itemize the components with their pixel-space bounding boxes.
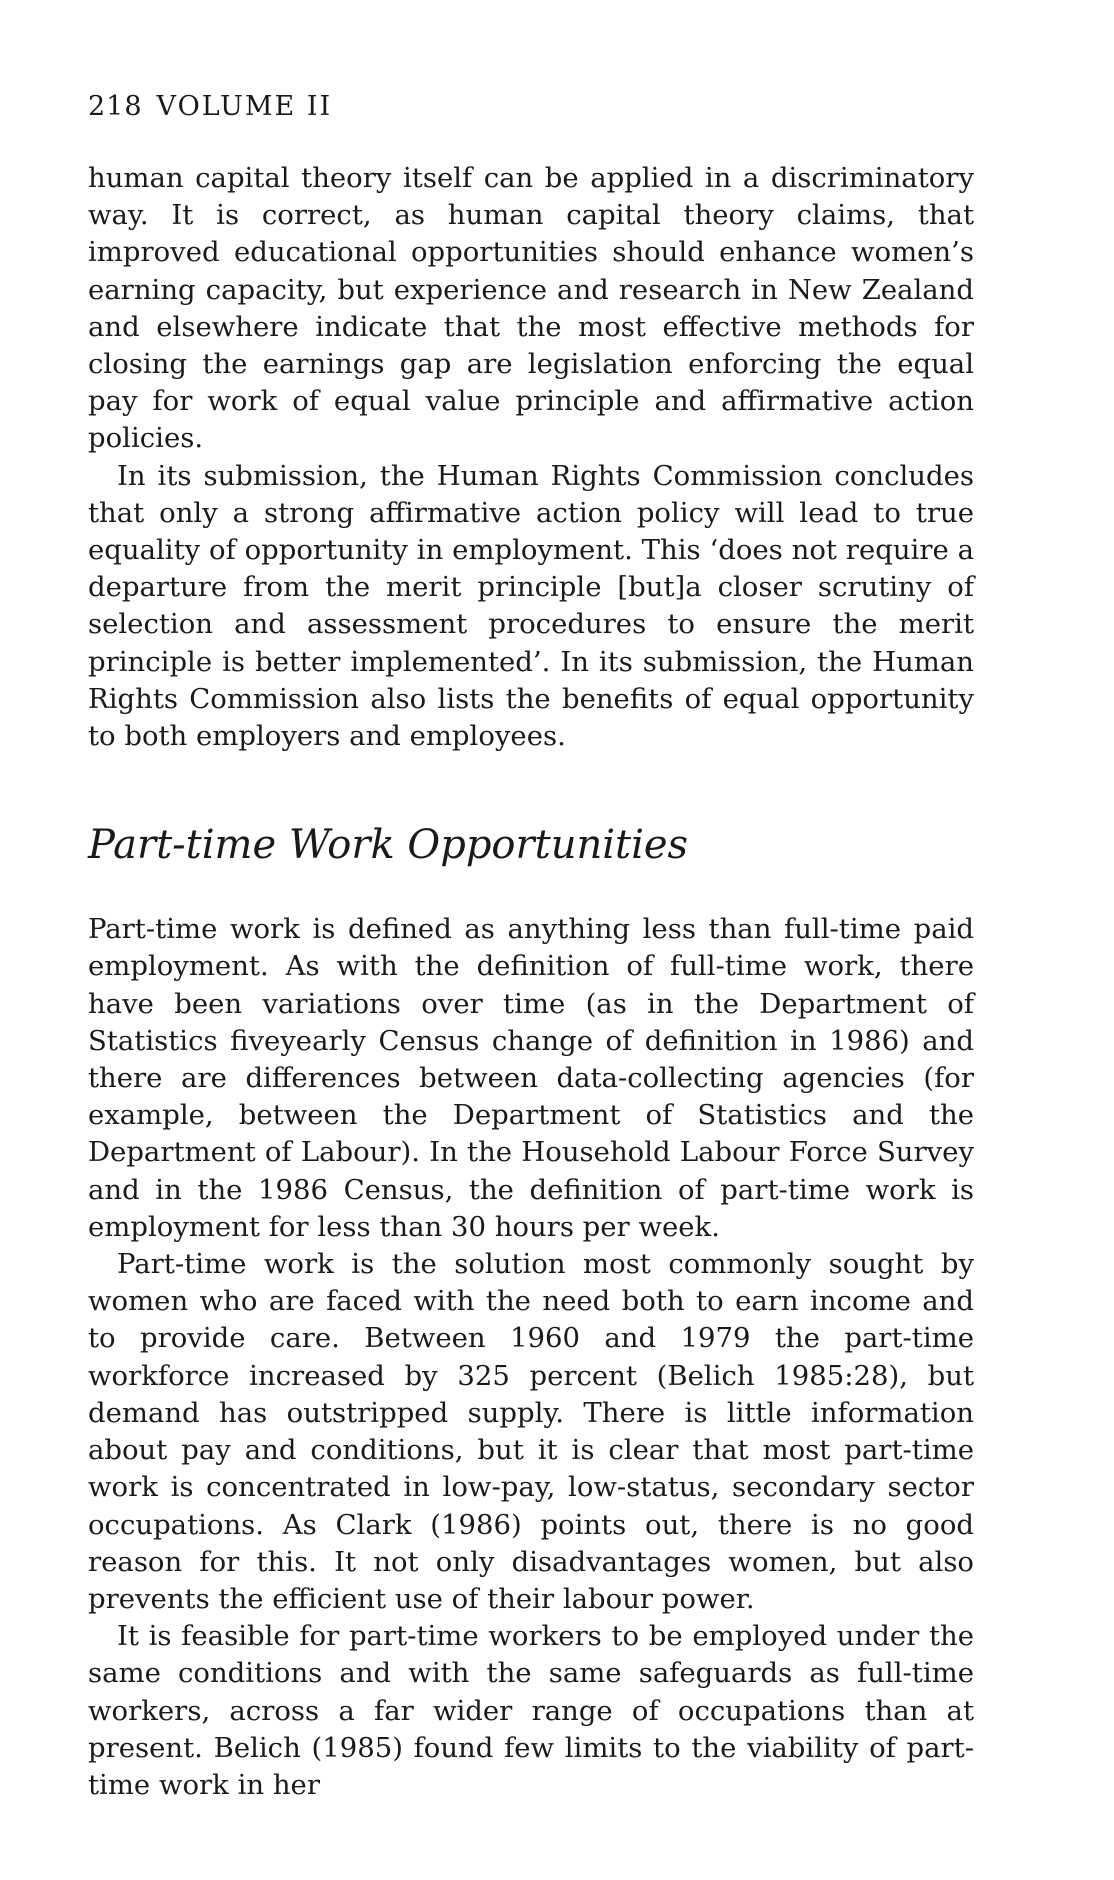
running-head [88,90,974,124]
book-page [88,90,974,1804]
paragraph-part-time-definition: Part-time work is defined as anything less than full-time paid employment. As with the definition of full-time work, there have been variations over time (as in the Department of Statistics fiveyearly Census change of definition in 1986) and there are differences between data-collecting agencies (for example, between the Department of Statistics and the Department of Labour). In the Household Labour Force Survey and in the 1986 Census, the definition of part-time work is employment for less than 30 hours per week. [88,913,974,1243]
paragraph-continuation: human capital theory itself can be applied in a discriminatory way. It is correct, as human capital theory claims, that improved educational opportunities should enhance women’s earning capacity, but experience and research in New Zealand and elsewhere indicate that the most effective methods for closing the earnings gap are legislation enforcing the equal pay for work of equal value principle and affirmative action policies. [88,162,974,455]
paragraph-part-time-solution: Part-time work is the solution most commonly sought by women who are faced with the need both to earn income and to provide care. Between 1960 and 1979 the part-time workforce increased by 325 percent (Belich 1985:28), but demand has outstripped supply. There is little information about pay and conditions, but it is clear that most part-time work is concentrated in low-pay, low-status, secondary sector occupations. As Clark (1986) points out, there is no good reason for this. It not only disadvantages women, but also prevents the efficient use of their labour power. [88,1248,974,1615]
section-heading: Part-time Work Opportunities [88,822,689,869]
paragraph-part-time-feasible: It is feasible for part-time workers to be employed under the same conditions and with the same safeguards as full-time workers, across a far wider range of occupations than at present. Belich (1985) found few limits to the viability of part-time work in her [88,1620,974,1801]
page-number: 218 [88,91,143,122]
paragraph-human-rights-commission: In its submission, the Human Rights Commission concludes that only a strong affirmative action policy will lead to true equality of opportunity in employment. This ‘does not require a departure from the merit principle [but]a closer scrutiny of selection and assessment procedures to ensure the merit principle is better implemented’. In its submission, the Human Rights Commission also lists the benefits of equal opportunity to both employers and employees. [88,459,974,753]
volume-label: VOLUME II [156,91,333,122]
